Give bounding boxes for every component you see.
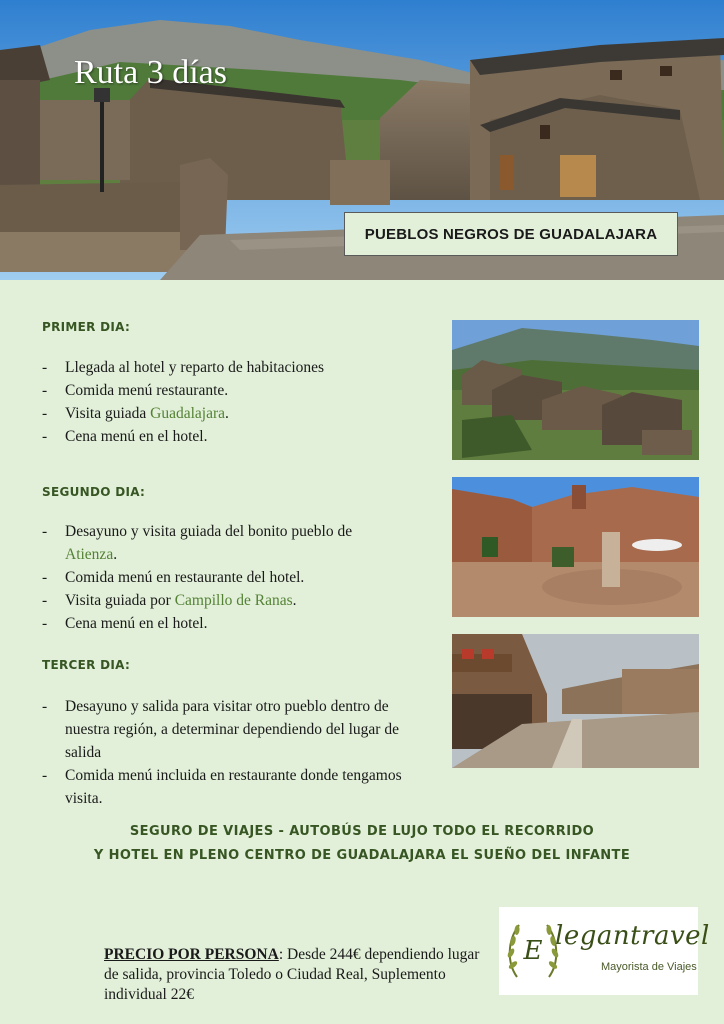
list-item-text: .: [292, 592, 297, 609]
list-item-text: .: [225, 405, 229, 422]
day-heading-tercer: TERCER DIA:: [42, 658, 131, 672]
place-link-campillo: Campillo de Ranas: [174, 592, 293, 609]
list-item: [42, 402, 324, 425]
day-heading-primer: PRIMER DIA:: [42, 320, 131, 334]
list-item: - Desayuno y salida para visitar otro pueblo dentro de nuestra región, a determinar dependiendo del lugar de salida: [42, 695, 432, 764]
hero-banner: [0, 0, 724, 280]
place-link-guadalajara: Guadalajara: [150, 405, 226, 422]
list-item: - Cena menú en el hotel.: [42, 612, 392, 635]
list-item-text: Desayuno y visita guiada del bonito pueblo de: [65, 523, 353, 540]
logo-initial: E: [523, 936, 543, 966]
logo-tagline: Mayorista de Viajes: [601, 961, 697, 973]
list-item: [42, 520, 392, 566]
list-item: - Comida menú incluida en restaurante donde tengamos visita.: [42, 764, 432, 810]
logo-name: legantravel: [555, 921, 710, 951]
list-item: - Llegada al hotel y reparto de habitaciones: [42, 356, 324, 379]
day-list-tercer: [42, 695, 432, 810]
page-title: Ruta 3 días: [74, 54, 227, 91]
place-link-atienza: Atienza: [65, 546, 114, 563]
list-item: - Comida menú en restaurante del hotel.: [42, 566, 392, 589]
elegantravel-logo: [499, 907, 710, 995]
list-item: - Comida menú restaurante.: [42, 379, 324, 402]
day-heading-segundo: SEGUNDO DIA:: [42, 485, 146, 499]
day-list-segundo: [42, 520, 392, 635]
photo-atienza-plaza: [452, 477, 699, 617]
services-line-2: Y HOTEL EN PLENO CENTRO DE GUADALAJARA EL SUEÑO DEL INFANTE: [93, 848, 631, 863]
list-item-text: Visita guiada: [65, 405, 151, 422]
list-item: - Cena menú en el hotel.: [42, 425, 324, 448]
services-line-1: SEGURO DE VIAJES - AUTOBÚS DE LUJO TODO EL RECORRIDO: [129, 824, 595, 839]
photo-arcaded-square: [452, 634, 699, 768]
list-item: [42, 589, 392, 612]
price-text: : Desde 244€ dependiendo lugar de salida, provincia Toledo o Ciudad Real, Suplemento individual 22€: [104, 946, 480, 1003]
price-block: [104, 945, 494, 1005]
price-label: PRECIO POR PERSONA: [104, 946, 279, 963]
list-item-text: .: [113, 546, 118, 563]
laurel-wreath-icon: [505, 915, 561, 987]
list-item-text: Visita guiada por: [65, 592, 175, 609]
photo-village-mountains: [452, 320, 699, 460]
day-list-primer: [42, 356, 324, 448]
subtitle-box: PUEBLOS NEGROS DE GUADALAJARA: [344, 212, 678, 256]
